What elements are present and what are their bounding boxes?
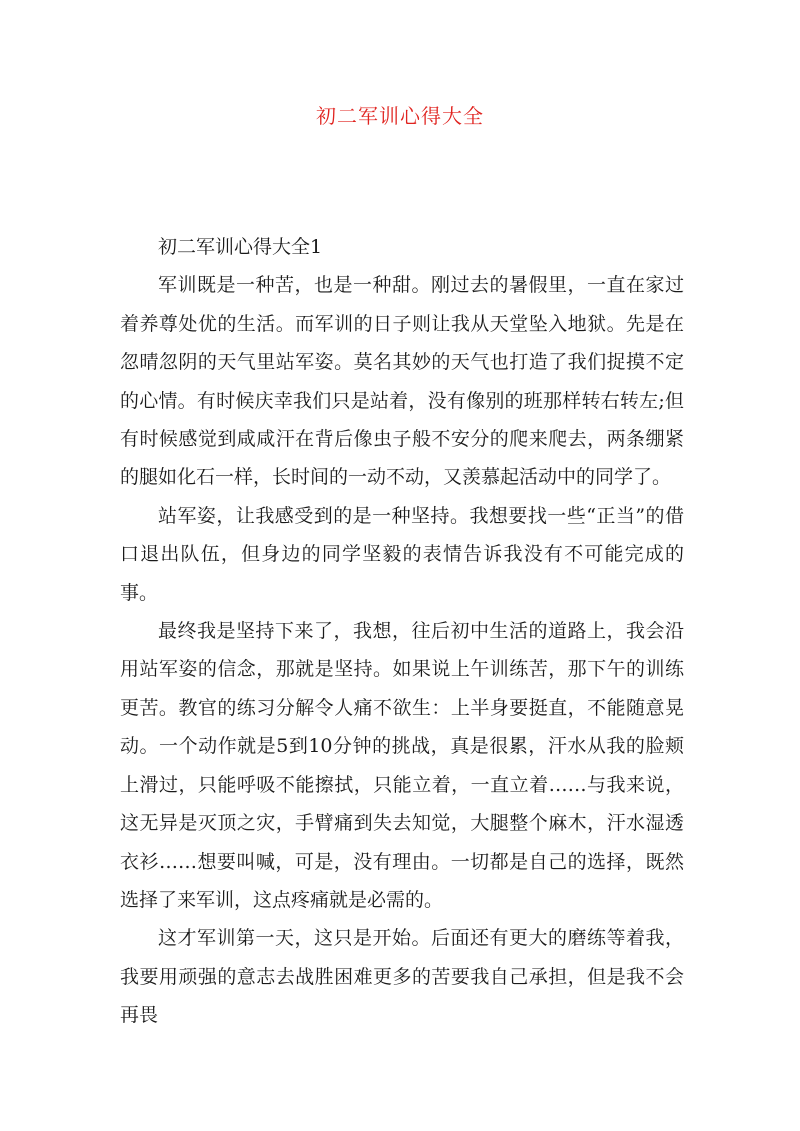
document-body [120, 228, 684, 1035]
section-heading: 初二军训心得大全1 [158, 236, 323, 258]
paragraph: 站军姿，让我感受到的是一种坚持。我想要找一些“正当”的借口退出队伍，但身边的同学坚毅的表情告诉我没有不可能完成的事。 [120, 504, 684, 604]
paragraph: 这才军训第一天，这只是开始。后面还有更大的磨练等着我，我要用顽强的意志去战胜困难更多的苦要我自己承担，但是我不会再畏 [120, 927, 684, 1027]
paragraph: 最终我是坚持下来了，我想，往后初中生活的道路上，我会沿用站军姿的信念，那就是坚持。如果说上午训练苦，那下午的训练更苦。教官的练习分解令人痛不欲生：上半身要挺直，不能随意晃动。一个动作就是5到10分钟的挑战，真是很累，汗水从我的脸颊上滑过，只能呼吸不能擦拭，只能立着，一直立着……与我来说，这无异是灭顶之灾，手臂痛到失去知觉，大腿整个麻木，汗水湿透衣衫……想要叫喊，可是，没有理由。一切都是自己的选择，既然选择了来军训，这点疼痛就是必需的。 [120, 620, 684, 911]
document-title: 初二军训心得大全 [316, 104, 484, 128]
paragraph: 军训既是一种苦，也是一种甜。刚过去的暑假里，一直在家过着养尊处优的生活。而军训的日子则让我从天堂坠入地狱。先是在忽晴忽阴的天气里站军姿。莫名其妙的天气也打造了我们捉摸不定的心情。有时候庆幸我们只是站着，没有像别的班那样转右转左;但有时候感觉到咸咸汗在背后像虫子般不安分的爬来爬去，两条绷紧的腿如化石一样，长时间的一动不动，又羡慕起活动中的同学了。 [120, 274, 684, 489]
